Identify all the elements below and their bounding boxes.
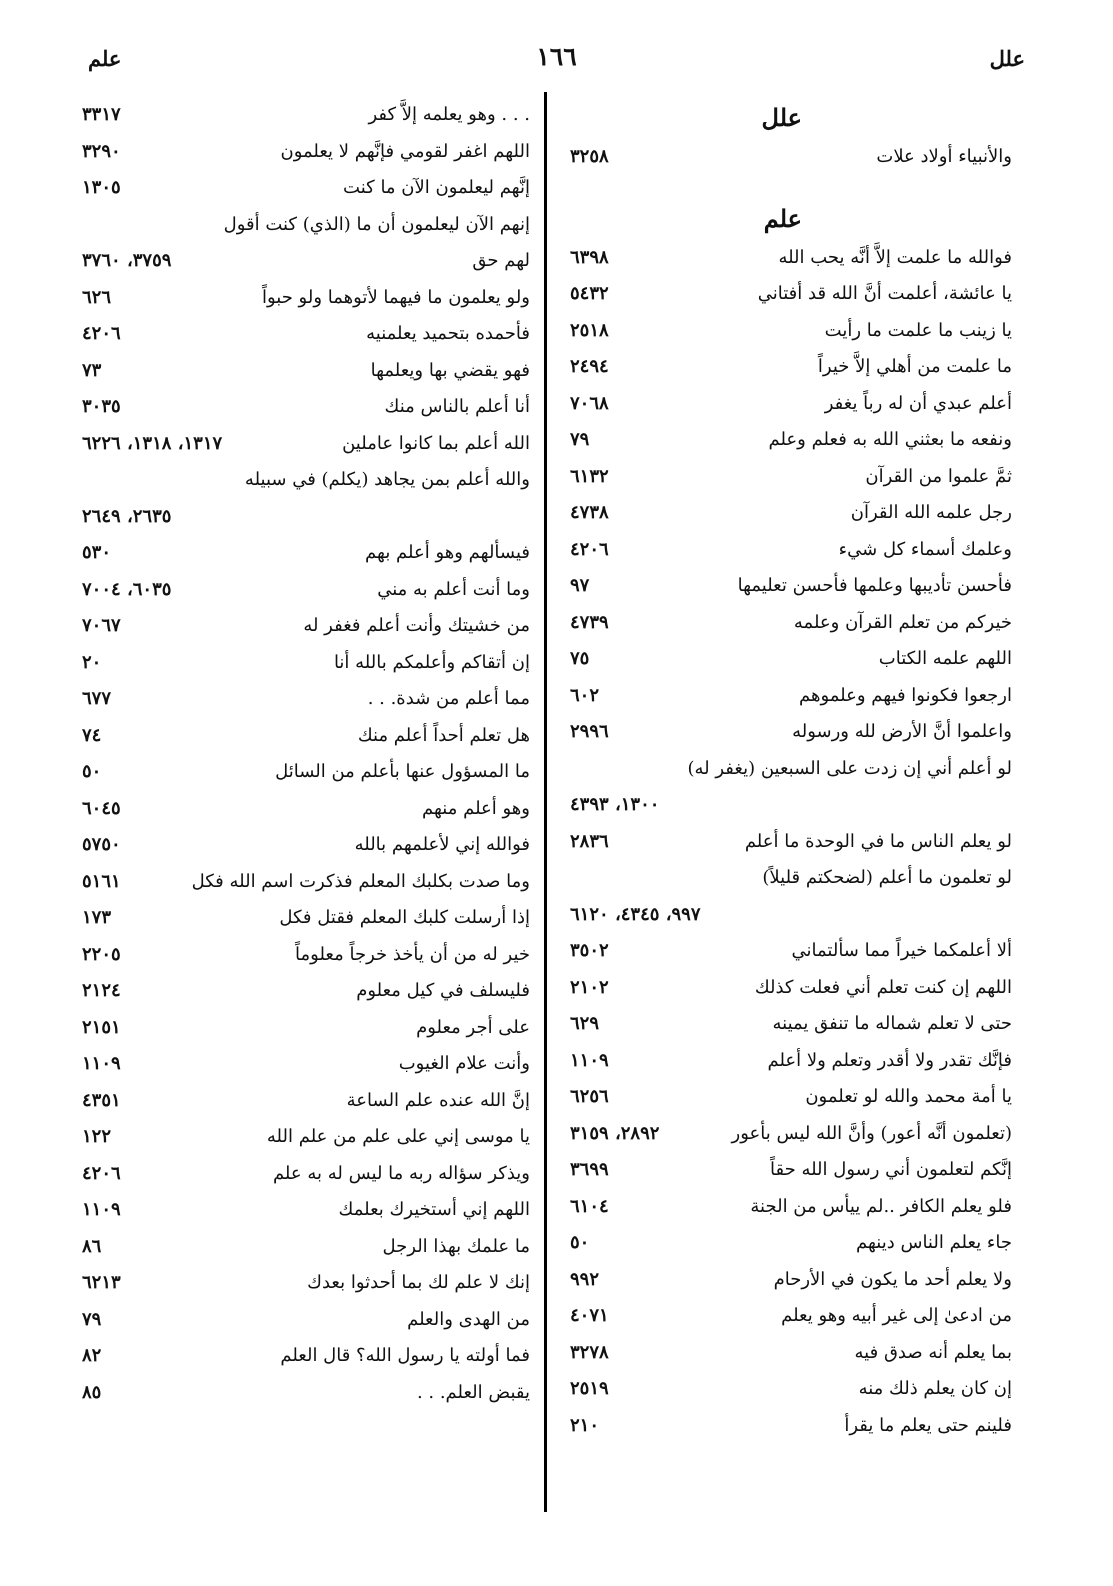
index-entry bbox=[80, 973, 532, 1010]
entry-reference: ٣٦٩٩ bbox=[570, 1159, 609, 1180]
index-entry bbox=[568, 824, 1014, 861]
index-entry bbox=[568, 970, 1014, 1007]
entry-text: ألا أعلمكما خيراً مما سألتماني bbox=[791, 940, 1012, 961]
entry-reference: ٧٠٦٧ bbox=[82, 615, 121, 636]
index-entry bbox=[568, 714, 1014, 751]
index-entry bbox=[568, 349, 1014, 386]
entry-reference: ٣٠٣٥ bbox=[82, 396, 121, 417]
entry-reference: ٤٧٣٩ bbox=[570, 611, 609, 633]
entry-text: خيركم من تعلم القرآن وعلمه bbox=[793, 611, 1012, 633]
right-column bbox=[568, 97, 1014, 1444]
entry-reference: ٣٣١٧ bbox=[82, 104, 121, 125]
index-entry bbox=[80, 1192, 532, 1229]
entry-reference: ٦٢٩ bbox=[570, 1013, 600, 1034]
index-entry bbox=[568, 787, 1014, 824]
index-entry bbox=[568, 532, 1014, 569]
index-entry bbox=[568, 1116, 1014, 1153]
entry-text: وما صدت بكلبك المعلم فذكرت اسم الله فكل bbox=[191, 870, 530, 892]
index-entry bbox=[80, 462, 532, 499]
index-entry bbox=[80, 1265, 532, 1302]
entry-text: بما يعلم أنه صدق فيه bbox=[854, 1341, 1012, 1363]
entry-reference: ١٢٢ bbox=[82, 1126, 112, 1147]
entry-reference: ٨٥ bbox=[82, 1381, 102, 1403]
entry-reference: ٧٩ bbox=[570, 429, 590, 450]
index-entry bbox=[80, 1229, 532, 1266]
header-left-keyword: علم bbox=[88, 46, 122, 71]
index-entry bbox=[80, 499, 532, 536]
entry-reference: ١٣٠٠، ٤٣٩٣ bbox=[570, 794, 660, 815]
entry-text: فلينم حتى يعلم ما يقرأ bbox=[844, 1414, 1012, 1436]
entry-reference: ٧٣ bbox=[82, 359, 102, 381]
entry-reference: ٧٠٦٨ bbox=[570, 392, 609, 414]
index-entry bbox=[568, 605, 1014, 642]
index-entry bbox=[80, 353, 532, 390]
entry-text: لو يعلم الناس ما في الوحدة ما أعلم bbox=[744, 830, 1012, 852]
entry-reference: ٢٩٩٦ bbox=[570, 721, 609, 742]
entry-reference: ٢١٠ bbox=[570, 1414, 600, 1436]
entry-reference: ٩٩٧، ٤٣٤٥، ٦١٢٠ bbox=[570, 903, 701, 925]
index-entry bbox=[568, 1298, 1014, 1335]
entry-reference: ٩٩٢ bbox=[570, 1268, 600, 1290]
index-entry bbox=[568, 1006, 1014, 1043]
entry-text: فيسألهم وهو أعلم بهم bbox=[365, 542, 530, 563]
entry-reference: ٨٢ bbox=[82, 1345, 102, 1366]
entry-text: واعلموا أنَّ الأرض لله ورسوله bbox=[792, 721, 1012, 742]
index-entry bbox=[568, 1079, 1014, 1116]
entry-reference: ٤٣٥١ bbox=[82, 1089, 121, 1111]
entry-text: من خشيتك وأنت أعلم فغفر له bbox=[303, 615, 530, 636]
entry-reference: ٥١٦١ bbox=[82, 870, 121, 892]
entry-text: ولا يعلم أحد ما يكون في الأرحام bbox=[773, 1268, 1012, 1290]
index-entry bbox=[568, 1262, 1014, 1299]
section-spacer bbox=[568, 176, 1014, 198]
entry-reference: ٨٦ bbox=[82, 1235, 102, 1257]
header-right-keyword: علل bbox=[989, 46, 1025, 71]
index-entry bbox=[80, 170, 532, 207]
entry-text: إنك لا علم لك بما أحدثوا بعدك bbox=[307, 1272, 530, 1293]
entry-text: إنَّ الله عنده علم الساعة bbox=[346, 1089, 530, 1111]
entry-reference: ٥٠ bbox=[82, 761, 102, 782]
entry-text: لو تعلمون ما أعلم (لضحكتم قليلاً) bbox=[762, 867, 1012, 888]
entry-reference: ٣٧٥٩، ٣٧٦٠ bbox=[82, 250, 172, 271]
entry-reference: ٧٩ bbox=[82, 1308, 102, 1330]
index-entry bbox=[568, 139, 1014, 176]
index-entry bbox=[80, 1338, 532, 1375]
index-entry bbox=[80, 134, 532, 171]
index-entry bbox=[568, 678, 1014, 715]
index-entry bbox=[80, 608, 532, 645]
index-entry bbox=[568, 1043, 1014, 1080]
index-entry bbox=[80, 1302, 532, 1339]
entry-text: الله أعلم بما كانوا عاملين bbox=[342, 432, 530, 454]
entry-text: اللهم إن كنت تعلم أني فعلت كذلك bbox=[754, 976, 1012, 998]
entry-reference: ٥٠ bbox=[570, 1232, 590, 1253]
section-heading: علل bbox=[761, 103, 802, 132]
index-entry bbox=[568, 1152, 1014, 1189]
entry-reference: ٢١٥١ bbox=[82, 1016, 121, 1038]
entry-text: اللهم اغفر لقومي فإنَّهم لا يعلمون bbox=[280, 140, 530, 162]
entry-text: فأحمده بتحميد يعلمنيه bbox=[366, 323, 530, 344]
entry-text: إنَّكم لتعلمون أني رسول الله حقاً bbox=[770, 1159, 1012, 1180]
index-entry bbox=[80, 791, 532, 828]
entry-text: من ادعىٰ إلى غير أبيه وهو يعلم bbox=[781, 1305, 1012, 1326]
page-number: ١٦٦ bbox=[536, 42, 577, 71]
entry-text: وعلمك أسماء كل شيء bbox=[838, 538, 1012, 560]
entry-text: اللهم علمه الكتاب bbox=[878, 648, 1012, 669]
entry-text: إنَّهم ليعلمون الآن ما كنت bbox=[343, 177, 530, 198]
entry-reference: ٣٥٠٢ bbox=[570, 940, 609, 961]
entry-text: ويذكر سؤاله ربه ما ليس له به علم bbox=[272, 1162, 530, 1184]
entry-text: ونفعه ما بعثني الله به فعلم وعلم bbox=[768, 429, 1012, 450]
index-entry bbox=[80, 1156, 532, 1193]
index-entry bbox=[80, 937, 532, 974]
index-entry bbox=[568, 495, 1014, 532]
entry-text: على أجر معلوم bbox=[416, 1016, 530, 1038]
entry-text: رجل علمه الله القرآن bbox=[850, 502, 1012, 523]
entry-reference: ٣٢٩٠ bbox=[82, 140, 121, 162]
section-heading: علم bbox=[763, 203, 802, 233]
entry-reference: ٢٦٣٥، ٢٦٤٩ bbox=[82, 505, 172, 527]
index-entry bbox=[568, 751, 1014, 788]
entry-text: جاء يعلم الناس دينهم bbox=[856, 1232, 1012, 1253]
entry-text: إن كان يعلم ذلك منه bbox=[858, 1378, 1012, 1399]
entry-text: ثمَّ علموا من القرآن bbox=[865, 465, 1012, 487]
entry-text: إنهم الآن ليعلمون أن ما (الذي) كنت أقول bbox=[223, 213, 530, 235]
entry-text: وما أنت أعلم به مني bbox=[377, 578, 530, 600]
index-entry bbox=[80, 681, 532, 718]
entry-text: ما علمك بهذا الرجل bbox=[382, 1235, 530, 1257]
index-entry bbox=[568, 641, 1014, 678]
entry-text: فإنَّك تقدر ولا أقدر وتعلم ولا أعلم bbox=[767, 1049, 1012, 1071]
entry-reference: ٦٢٦ bbox=[82, 286, 112, 308]
entry-reference: ٢٤٩٤ bbox=[570, 356, 609, 377]
index-entry bbox=[568, 276, 1014, 313]
index-entry bbox=[80, 535, 532, 572]
index-entry bbox=[568, 313, 1014, 350]
entry-reference: ٦٢١٣ bbox=[82, 1272, 121, 1293]
entry-text: خير له من أن يأخذ خرجاً معلوماً bbox=[295, 943, 530, 965]
entry-reference: ١٣٠٥ bbox=[82, 177, 121, 198]
index-entry bbox=[568, 1371, 1014, 1408]
index-entry bbox=[80, 243, 532, 280]
index-entry bbox=[80, 426, 532, 463]
entry-text: من الهدى والعلم bbox=[407, 1308, 530, 1330]
entry-text: يا زينب ما علمت ما رأيت bbox=[824, 319, 1012, 341]
entry-reference: ٢١٢٤ bbox=[82, 980, 121, 1001]
entry-reference: ٢٥١٩ bbox=[570, 1378, 609, 1399]
entry-reference: ٦٠٤٥ bbox=[82, 797, 121, 819]
entry-text: فما أولته يا رسول الله؟ قال العلم bbox=[280, 1345, 530, 1366]
column-divider bbox=[544, 92, 547, 1512]
entry-text: وهو أعلم منهم bbox=[422, 797, 530, 819]
entry-reference: ١٣١٧، ١٣١٨، ٦٢٢٦ bbox=[82, 432, 223, 454]
entry-reference: ٩٧ bbox=[570, 575, 590, 596]
entry-text: مما أعلم من شدة. . . bbox=[367, 688, 530, 709]
index-entry bbox=[80, 827, 532, 864]
index-entry bbox=[80, 1046, 532, 1083]
index-entry bbox=[568, 860, 1014, 897]
entry-text: ولو يعلمون ما فيهما لأتوهما ولو حبواً bbox=[261, 286, 530, 308]
entry-reference: ١١٠٩ bbox=[82, 1053, 121, 1074]
entry-text: فوالله ما علمت إلاَّ أنَّه يحب الله bbox=[778, 246, 1012, 268]
entry-text: لهم حق bbox=[472, 250, 530, 271]
entry-reference: ٥٤٣٢ bbox=[570, 283, 609, 304]
entry-reference: ٦٠٢ bbox=[570, 684, 600, 706]
entry-reference: ٦٠٣٥، ٧٠٠٤ bbox=[82, 578, 172, 600]
entry-reference: ٧٤ bbox=[82, 724, 102, 746]
entry-text: يقبض العلم. . . bbox=[416, 1381, 530, 1403]
entry-reference: ٤٠٧١ bbox=[570, 1305, 609, 1326]
entry-text: (تعلمون أنَّه أعور) وأنَّ الله ليس بأعور bbox=[731, 1122, 1012, 1144]
entry-reference: ٤٢٠٦ bbox=[570, 538, 609, 560]
index-entry bbox=[80, 207, 532, 244]
entry-text: يا عائشة، أعلمت أنَّ الله قد أفتاني bbox=[757, 283, 1012, 304]
entry-text: فلو يعلم الكافر ..لم ييأس من الجنة bbox=[750, 1195, 1012, 1217]
entry-reference: ١١٠٩ bbox=[570, 1049, 609, 1071]
entry-reference: ٦١٣٢ bbox=[570, 465, 609, 487]
entry-reference: ٦٧٧ bbox=[82, 688, 112, 709]
index-entry bbox=[80, 280, 532, 317]
index-entry bbox=[80, 1010, 532, 1047]
entry-text: يا أمة محمد والله لو تعلمون bbox=[805, 1086, 1012, 1107]
index-entry bbox=[80, 754, 532, 791]
index-entry bbox=[80, 389, 532, 426]
entry-text: اللهم إني أستخيرك بعلمك bbox=[338, 1199, 530, 1220]
entry-text: أنا أعلم بالناس منك bbox=[384, 396, 530, 417]
entry-reference: ٥٧٥٠ bbox=[82, 834, 121, 855]
entry-text: فليسلف في كيل معلوم bbox=[356, 980, 530, 1001]
index-entry bbox=[568, 933, 1014, 970]
left-column bbox=[80, 97, 532, 1411]
entry-text: إن أتقاكم وأعلمكم بالله أنا bbox=[333, 651, 530, 673]
entry-reference: ٢٨٣٦ bbox=[570, 830, 609, 852]
entry-reference: ٦٢٥٦ bbox=[570, 1086, 609, 1107]
entry-text: فوالله إني لأعلمهم بالله bbox=[354, 834, 530, 855]
entry-text: هل تعلم أحداً أعلم منك bbox=[357, 724, 530, 746]
entry-reference: ١١٠٩ bbox=[82, 1199, 121, 1220]
index-entry bbox=[568, 1408, 1014, 1445]
entry-text: حتى لا تعلم شماله ما تنفق يمينه bbox=[772, 1013, 1012, 1034]
entry-text: ما المسؤول عنها بأعلم من السائل bbox=[275, 761, 530, 782]
entry-text: يا موسى إني على علم من علم الله bbox=[266, 1126, 530, 1147]
index-entry bbox=[80, 97, 532, 134]
entry-reference: ٥٣٠ bbox=[82, 542, 112, 563]
entry-text: إذا أرسلت كلبك المعلم فقتل فكل bbox=[279, 907, 530, 928]
entry-reference: ١٧٣ bbox=[82, 907, 112, 928]
entry-reference: ٢٥١٨ bbox=[570, 319, 609, 341]
entry-reference: ٣٢٧٨ bbox=[570, 1341, 609, 1363]
index-entry bbox=[80, 864, 532, 901]
index-entry bbox=[80, 900, 532, 937]
entry-reference: ٦٣٩٨ bbox=[570, 246, 609, 268]
index-entry bbox=[568, 459, 1014, 496]
entry-text: لو أعلم أني إن زدت على السبعين (يغفر له) bbox=[687, 757, 1012, 779]
entry-reference: ٧٥ bbox=[570, 648, 590, 669]
entry-text: ارجعوا فكونوا فيهم وعلموهم bbox=[798, 684, 1012, 706]
entry-reference: ٢٠ bbox=[82, 651, 102, 673]
entry-reference: ٢٨٩٢، ٣١٥٩ bbox=[570, 1122, 660, 1144]
entry-reference: ٤٢٠٦ bbox=[82, 1162, 121, 1184]
index-entry bbox=[80, 316, 532, 353]
index-entry bbox=[80, 572, 532, 609]
index-entry bbox=[568, 386, 1014, 423]
entry-reference: ٢٢٠٥ bbox=[82, 943, 121, 965]
entry-text: . . . وهو يعلمه إلاَّ كفر bbox=[368, 104, 530, 125]
index-entry bbox=[80, 718, 532, 755]
entry-text: أعلم عبدي أن له رباً يغفر bbox=[824, 392, 1012, 414]
index-entry bbox=[568, 897, 1014, 934]
index-entry bbox=[568, 568, 1014, 605]
entry-reference: ٦١٠٤ bbox=[570, 1195, 609, 1217]
index-entry bbox=[568, 422, 1014, 459]
entry-text: فهو يقضي بها ويعلمها bbox=[370, 359, 530, 381]
entry-text: وأنت علام الغيوب bbox=[398, 1053, 530, 1074]
entry-text: والأنبياء أولاد علات bbox=[876, 146, 1012, 167]
index-entry bbox=[80, 1083, 532, 1120]
entry-reference: ٣٢٥٨ bbox=[570, 146, 609, 167]
entry-text: والله أعلم بمن يجاهد (يكلم) في سبيله bbox=[244, 469, 530, 490]
entry-reference: ٢١٠٢ bbox=[570, 976, 609, 998]
index-entry bbox=[568, 1335, 1014, 1372]
index-entry bbox=[80, 1375, 532, 1412]
index-entry bbox=[568, 240, 1014, 277]
index-entry bbox=[80, 1119, 532, 1156]
entry-text: ما علمت من أهلي إلاَّ خيراً bbox=[817, 356, 1012, 377]
index-entry bbox=[568, 1189, 1014, 1226]
index-entry bbox=[568, 1225, 1014, 1262]
page-header bbox=[70, 42, 1043, 82]
index-entry bbox=[80, 645, 532, 682]
entry-reference: ٤٢٠٦ bbox=[82, 323, 121, 344]
entry-text: فأحسن تأديبها وعلمها فأحسن تعليمها bbox=[737, 575, 1012, 596]
entry-reference: ٤٧٣٨ bbox=[570, 502, 609, 523]
